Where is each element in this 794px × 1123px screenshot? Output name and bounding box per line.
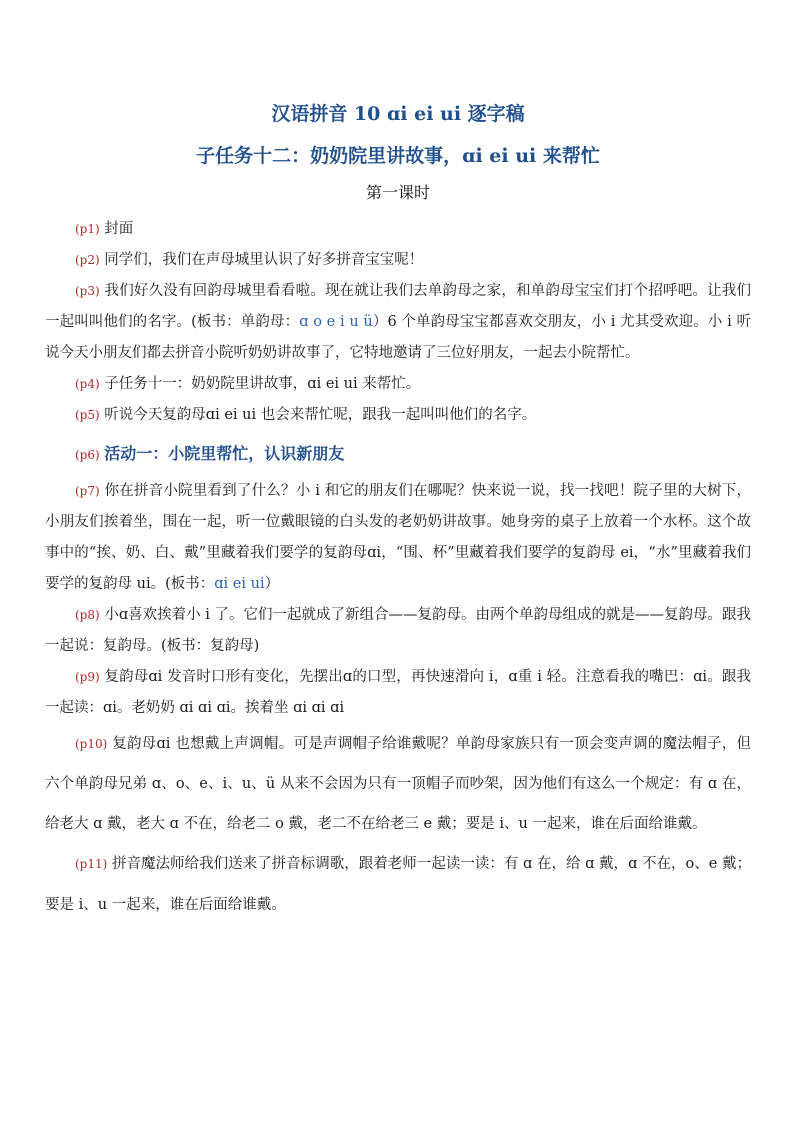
page-tag: (p9) — [75, 670, 100, 684]
activity-heading: 活动一：小院里帮忙，认识新朋友 — [104, 444, 345, 463]
document-subtitle: 子任务十二：奶奶院里讲故事，ɑi ei ui 来帮忙 — [196, 145, 600, 167]
page-tag: (p10) — [75, 737, 108, 751]
page-tag: (p1) — [75, 222, 100, 236]
page-tag: (p11) — [75, 857, 108, 871]
paragraph-p1 — [45, 214, 751, 245]
lesson-label: 第一课时 — [365, 183, 430, 202]
paragraph-p9 — [45, 662, 751, 724]
page-tag: (p8) — [75, 608, 100, 622]
paragraph-text: 封面 — [104, 221, 134, 237]
document-page — [45, 100, 751, 926]
page-tag: (p2) — [75, 253, 100, 267]
paragraph-p4 — [45, 369, 751, 400]
page-tag: (p7) — [75, 484, 100, 498]
paragraph-text: 我们好久没有回韵母城里看看啦。现在就让我们去单韵母之家，和单韵母宝宝们打个招呼吧。让我们一起叫叫他们的名字。(板书：单韵母： — [45, 283, 752, 330]
page-tag: (p5) — [75, 408, 100, 422]
blackboard-highlight: ɑ o e i u ü — [299, 314, 373, 330]
paragraph-p2 — [45, 245, 751, 276]
page-tag: (p6) — [75, 448, 100, 462]
page-tag: (p4) — [75, 377, 100, 391]
paragraph-text: 小ɑ喜欢挨着小 i 了。它们一起就成了新组合——复韵母。由两个单韵母组成的就是——复韵母。跟我一起说：复韵母。(板书：复韵母) — [45, 607, 752, 654]
paragraph-text: 拼音魔法师给我们送来了拼音标调歌，跟着老师一起读一读：有 ɑ 在，给 ɑ 戴，ɑ 不在，o、e 戴；要是 i、u 一起来，谁在后面给谁戴。 — [45, 856, 752, 913]
paragraph-p8 — [45, 600, 751, 662]
paragraph-p3 — [45, 276, 751, 369]
paragraph-text: 复韵母ɑi 发音时口形有变化，先摆出ɑ的口型，再快速滑向 i，ɑ重 i 轻。注意看我的嘴巴：ɑi。跟我一起读：ɑi。老奶奶 ɑi ɑi ɑi。挨着坐 ɑi ɑi ɑi — [45, 669, 751, 716]
document-title: 汉语拼音 10 ɑi ei ui 逐字稿 — [271, 103, 525, 125]
paragraph-text: ）6 个单韵母宝宝都喜欢交朋友，小 i 尤其受欢迎。小 i 听说今天小朋友们都去拼音小院听奶奶讲故事了，它特地邀请了三位好朋友，一起去小院帮忙。 — [45, 314, 752, 361]
page-tag: (p3) — [75, 284, 100, 298]
paragraph-text: 听说今天复韵母ɑi ei ui 也会来帮忙呢，跟我一起叫叫他们的名字。 — [104, 407, 537, 423]
blackboard-highlight: ɑi ei ui — [214, 576, 265, 592]
paragraph-text: 你在拼音小院里看到了什么？小 i 和它的朋友们在哪呢？快来说一说，找一找吧！院子里的大树下，小朋友们挨着坐，围在一起，听一位戴眼镜的白头发的老奶奶讲故事。她身旁的桌子上放着一个水杯。这个故事中的“挨、奶、白、戴”里藏着我们要学的复韵母ɑi，“围、杯”里藏着我们要学的复韵母 ei，“水”里藏着我们要学的复韵母 ui。(板书： — [45, 483, 752, 592]
paragraph-text: ） — [264, 576, 280, 592]
paragraph-p11 — [45, 844, 751, 926]
paragraph-p6 — [45, 435, 751, 474]
paragraph-text: 同学们，我们在声母城里认识了好多拼音宝宝呢！ — [104, 252, 424, 268]
paragraph-p7 — [45, 476, 751, 600]
paragraph-text: 子任务十一：奶奶院里讲故事，ɑi ei ui 来帮忙。 — [104, 376, 421, 392]
paragraph-text: 复韵母ɑi 也想戴上声调帽。可是声调帽子给谁戴呢？单韵母家族只有一顶会变声调的魔法帽子，但六个单韵母兄弟 ɑ、o、e、i、u、ü 从来不会因为只有一顶帽子而吵架，因为他们有这么一个规定：有 ɑ 在，给老大 ɑ 戴，老大 ɑ 不在，给老二 o 戴，老二不在给老三 e 戴；要是 i、u 一起来，谁在后面给谁戴。 — [45, 736, 752, 832]
paragraph-p10 — [45, 724, 751, 844]
paragraph-p5 — [45, 400, 751, 431]
